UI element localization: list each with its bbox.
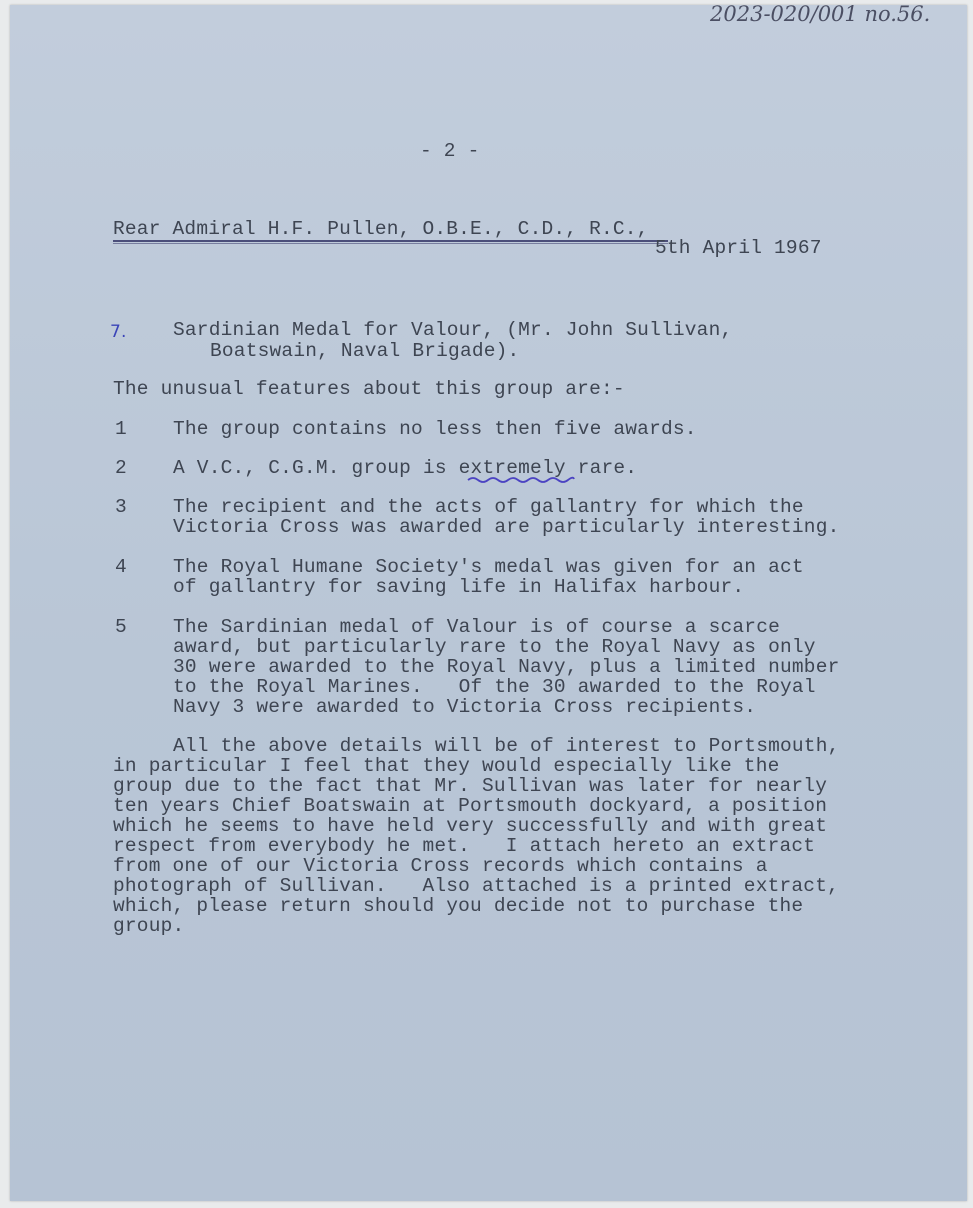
- recipient-line: Rear Admiral H.F. Pullen, O.B.E., C.D., R.C.,: [113, 218, 649, 240]
- closing-paragraph-line: respect from everybody he met. I attach hereto an extract: [113, 835, 816, 857]
- item-description-line1: Sardinian Medal for Valour, (Mr. John Sullivan,: [173, 319, 733, 341]
- feature-text-line: The group contains no less then five awards.: [173, 418, 697, 440]
- intro-line: The unusual features about this group are:-: [113, 378, 625, 400]
- feature-text-line: The Royal Humane Society's medal was given for an act: [173, 556, 804, 578]
- feature-text-line: of gallantry for saving life in Halifax harbour.: [173, 576, 745, 598]
- letter-date: 5th April 1967: [655, 237, 822, 259]
- feature-text-line: Navy 3 were awarded to Victoria Cross recipients.: [173, 696, 757, 718]
- item-number-handwritten: 7.: [110, 322, 127, 342]
- letter-page: [10, 5, 967, 1201]
- feature-text-line: 30 were awarded to the Royal Navy, plus a limited number: [173, 656, 840, 678]
- feature-number: 3: [115, 496, 127, 518]
- recipient-underline-second: [113, 243, 668, 244]
- feature-number: 5: [115, 616, 127, 638]
- closing-paragraph-line: from one of our Victoria Cross records which contains a: [113, 855, 768, 877]
- closing-paragraph-line: group.: [113, 915, 185, 937]
- closing-paragraph-line: in particular I feel that they would especially like the: [113, 755, 780, 777]
- closing-paragraph-line: which, please return should you decide not to purchase the: [113, 895, 804, 917]
- feature-number: 4: [115, 556, 127, 578]
- feature-text-line: The recipient and the acts of gallantry for which the: [173, 496, 804, 518]
- feature-number: 2: [115, 457, 127, 479]
- feature-text-line: The Sardinian medal of Valour is of course a scarce: [173, 616, 780, 638]
- item-description-line2: Boatswain, Naval Brigade).: [210, 340, 520, 362]
- feature-number: 1: [115, 418, 127, 440]
- page-number: - 2 -: [420, 140, 480, 162]
- feature-text-line: to the Royal Marines. Of the 30 awarded to the Royal: [173, 676, 816, 698]
- closing-paragraph-line: All the above details will be of interest to Portsmouth,: [173, 735, 840, 757]
- accession-number-handwritten: 2023-020/001 no.56.: [710, 2, 931, 26]
- recipient-underline: [113, 240, 668, 242]
- handwritten-underline-squiggle: [466, 475, 576, 485]
- closing-paragraph-line: photograph of Sullivan. Also attached is a printed extract,: [113, 875, 840, 897]
- feature-text-line: award, but particularly rare to the Royal Navy as only: [173, 636, 816, 658]
- closing-paragraph-line: group due to the fact that Mr. Sullivan was later for nearly: [113, 775, 828, 797]
- feature-text-line: A V.C., C.G.M. group is extremely rare.: [173, 457, 638, 479]
- feature-text-line: Victoria Cross was awarded are particularly interesting.: [173, 516, 840, 538]
- closing-paragraph-line: ten years Chief Boatswain at Portsmouth dockyard, a position: [113, 795, 828, 817]
- closing-paragraph-line: which he seems to have held very successfully and with great: [113, 815, 828, 837]
